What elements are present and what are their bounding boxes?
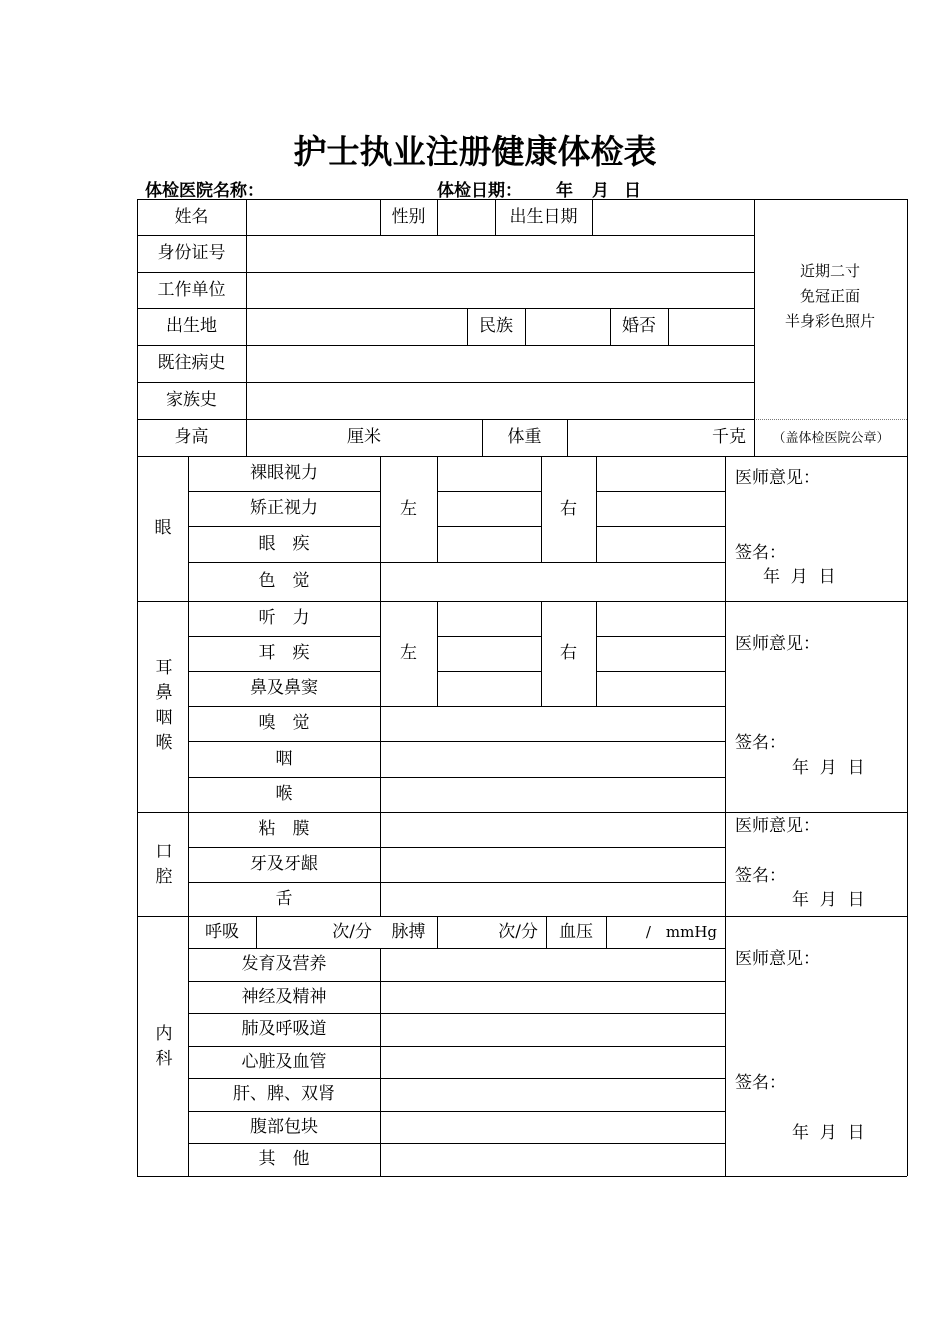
exam-date-day: 日 bbox=[624, 181, 641, 201]
history-field[interactable] bbox=[246, 345, 754, 382]
section-ent-4: 喉 bbox=[155, 733, 173, 753]
family-history-field[interactable] bbox=[246, 382, 754, 419]
ent-sign-date: 年 月 日 bbox=[792, 758, 865, 778]
blood-pressure-field[interactable] bbox=[606, 916, 725, 948]
eye-opinion-label: 医师意见： bbox=[735, 468, 820, 488]
gender-field[interactable] bbox=[437, 199, 495, 235]
internal-opinion-label: 医师意见： bbox=[735, 949, 820, 969]
oral-sign-label: 签名： bbox=[735, 866, 786, 886]
label-name: 姓名 bbox=[174, 206, 209, 227]
hospital-name-label: 体检医院名称： bbox=[145, 181, 264, 201]
label-pharynx: 咽 bbox=[275, 748, 293, 769]
label-respiration: 呼吸 bbox=[205, 921, 239, 942]
label-lung: 肺及呼吸道 bbox=[241, 1019, 327, 1039]
label-eye-disease: 眼 疾 bbox=[258, 533, 310, 554]
label-weight: 体重 bbox=[507, 427, 542, 447]
id-number-field[interactable] bbox=[246, 235, 754, 272]
marital-field[interactable] bbox=[668, 308, 754, 345]
oral-sign-date: 年 月 日 bbox=[792, 890, 865, 910]
label-ethnicity: 民族 bbox=[479, 316, 513, 336]
section-oral-1: 口 bbox=[155, 842, 173, 862]
label-birth-date: 出生日期 bbox=[509, 206, 578, 227]
label-gender: 性别 bbox=[391, 206, 426, 227]
label-id-number: 身份证号 bbox=[157, 243, 226, 263]
internal-sign-label: 签名： bbox=[735, 1073, 786, 1093]
photo-line-2: 免冠正面 bbox=[799, 287, 860, 305]
ent-right-label: 右 bbox=[560, 643, 577, 663]
section-internal-2: 科 bbox=[155, 1049, 173, 1069]
section-ent-3: 咽 bbox=[155, 708, 173, 728]
eye-sign-date: 年 月 日 bbox=[763, 567, 836, 587]
section-internal-1: 内 bbox=[155, 1024, 173, 1044]
label-mucosa: 粘 膜 bbox=[258, 819, 310, 839]
label-family-history: 家族史 bbox=[166, 390, 217, 410]
section-ent-1: 耳 bbox=[155, 658, 173, 678]
label-height: 身高 bbox=[174, 427, 209, 447]
height-unit: 厘米 bbox=[347, 427, 381, 447]
label-larynx: 喉 bbox=[275, 784, 293, 804]
label-nose: 鼻及鼻窦 bbox=[250, 678, 318, 698]
ethnicity-field[interactable] bbox=[525, 308, 610, 345]
label-other: 其 他 bbox=[258, 1149, 310, 1169]
label-color-vision: 色 觉 bbox=[258, 571, 310, 591]
label-blood-pressure: 血压 bbox=[559, 921, 593, 942]
label-tongue: 舌 bbox=[275, 888, 293, 909]
photo-line-3: 半身彩色照片 bbox=[784, 312, 875, 330]
pulse-unit: 次/分 bbox=[498, 921, 538, 942]
pulse-field[interactable] bbox=[437, 916, 546, 948]
label-hearing: 听 力 bbox=[258, 608, 310, 628]
photo-line-1: 近期二寸 bbox=[799, 262, 860, 280]
section-oral-2: 腔 bbox=[155, 867, 173, 887]
label-birthplace: 出生地 bbox=[166, 316, 217, 336]
exam-date-label: 体检日期： bbox=[437, 181, 522, 201]
exam-date-year: 年 bbox=[556, 181, 573, 201]
label-naked-vision: 裸眼视力 bbox=[250, 463, 318, 483]
eye-right-label: 右 bbox=[560, 498, 577, 519]
hospital-stamp-note: （盖体检医院公章） bbox=[772, 430, 890, 446]
label-growth: 发育及营养 bbox=[241, 954, 327, 974]
weight-unit: 千克 bbox=[712, 427, 746, 447]
section-eye: 眼 bbox=[154, 518, 172, 538]
exam-date-month: 月 bbox=[592, 181, 609, 201]
respiration-unit: 次/分 bbox=[332, 921, 372, 942]
internal-sign-date: 年 月 日 bbox=[792, 1123, 865, 1143]
name-field[interactable] bbox=[246, 199, 380, 235]
form-title: 护士执业注册健康体检表 bbox=[293, 132, 657, 171]
birth-date-field[interactable] bbox=[592, 199, 754, 235]
section-ent-2: 鼻 bbox=[155, 683, 173, 703]
ent-opinion-label: 医师意见： bbox=[735, 634, 820, 654]
label-marital: 婚否 bbox=[622, 316, 656, 336]
label-abdomen: 腹部包块 bbox=[250, 1116, 318, 1137]
ent-left-label: 左 bbox=[400, 643, 417, 663]
birthplace-field[interactable] bbox=[246, 308, 467, 345]
work-unit-field[interactable] bbox=[246, 272, 754, 308]
label-nerve: 神经及精神 bbox=[241, 986, 327, 1007]
label-work-unit: 工作单位 bbox=[157, 279, 226, 300]
label-ear-disease: 耳 疾 bbox=[258, 643, 310, 663]
ent-sign-label: 签名： bbox=[735, 733, 786, 753]
label-history: 既往病史 bbox=[157, 353, 226, 373]
eye-left-label: 左 bbox=[400, 498, 417, 519]
label-smell: 嗅 觉 bbox=[258, 713, 310, 733]
label-heart: 心脏及血管 bbox=[241, 1051, 327, 1072]
label-pulse: 脉搏 bbox=[391, 921, 426, 942]
respiration-field[interactable] bbox=[256, 916, 380, 948]
label-corrected-vision: 矫正视力 bbox=[250, 498, 318, 518]
oral-opinion-label: 医师意见： bbox=[735, 816, 820, 836]
weight-field[interactable] bbox=[567, 419, 754, 456]
label-teeth: 牙及牙龈 bbox=[250, 854, 318, 874]
eye-sign-label: 签名： bbox=[735, 543, 786, 563]
height-field[interactable] bbox=[246, 419, 482, 456]
blood-pressure-unit: / mmHg bbox=[645, 922, 717, 941]
label-liver: 肝、脾、双肾 bbox=[233, 1084, 335, 1104]
